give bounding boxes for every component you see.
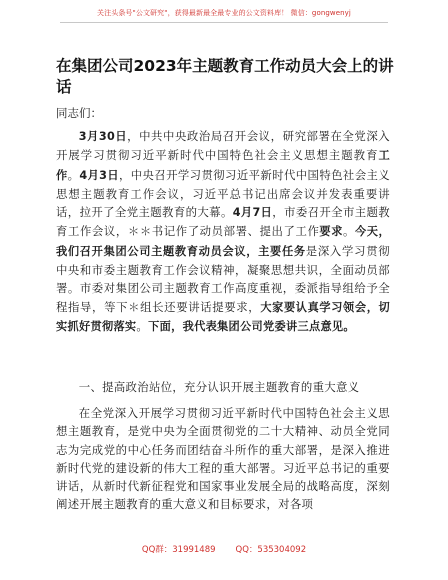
p1-text-6: 是深入学习贯彻中央和市委主题教育工作会议精神，凝聚思想共识，全面动员部署。市委对集团公司主题教育工作高度重视，委派指导组给予全程指导，等下＊组长还要讲话提要求， xyxy=(56,243,390,314)
p1-bold-2: 要求 xyxy=(319,225,343,239)
p1-text-5: 。 xyxy=(342,224,355,239)
document-title: 在集团公司2023年主题教育工作动员大会上的讲话 xyxy=(56,57,394,96)
footer-qq: QQ：535304092 xyxy=(235,545,307,555)
p1-text-1: ，中共中央政治局召开会议，研究部署在全党深入开展学习贯彻习近平新时代中国特色社会主义思想主题教育 xyxy=(56,129,390,163)
salutation: 同志们： xyxy=(56,106,102,120)
p1-bold-5: 下面，我代表集团 xyxy=(148,319,241,333)
date-3: 4月7日 xyxy=(232,206,273,220)
paragraph-2: 在全党深入开展学习贯彻习近平新时代中国特色社会主义思想主题教育，是党中央为全面贯彻党的二十大精神、动员全党同志为完成党的中心任务而团结奋斗所作的重大部署，是深入推进新时代党的建设新的伟大工程的重大部署。习近平总书记的重要讲话，从新时代新征程党和国家事业发展全局的战略高度，深刻阐述开展主题教育的重大意义和目标要求，对各项 xyxy=(56,406,390,512)
header-rule xyxy=(60,22,388,23)
p1-bold-4: 大家要认真学习领会，切实抓好贯彻落实 xyxy=(56,300,390,333)
paragraph-1 xyxy=(56,127,390,336)
p1-bold-1: 工作 xyxy=(56,149,390,182)
section-heading-1: 一、提高政治站位，充分认识开展主题教育的重大意义 xyxy=(78,380,360,394)
footer-qq-group: QQ群：31991489 xyxy=(141,545,216,555)
date-2: 4月3日 xyxy=(79,168,119,182)
date-1: 3月30日 xyxy=(78,130,128,143)
p1-bold-6: 公司党委讲三点意见。 xyxy=(240,319,355,333)
header-banner: 关注头条号"公文研究"，获得最新最全最专业的公文资料库！ 微信：gongwenyj xyxy=(97,9,351,17)
p1-text-4: ，市委召开全市主题教育工作会议，＊＊书记作了动员部署、提出了工作 xyxy=(56,205,390,239)
p1-bold-3: 今天，我们召开集团公司主题教育动员会议，主要任务 xyxy=(56,225,390,258)
p1-text-2: 。 xyxy=(67,167,80,182)
p1-text-3: ，中央召开学习贯彻习近平新时代中国特色社会主义思想主题教育工作会议，习近平总书记出席会议并发表重要讲话，拉开了全党主题教育的大幕。 xyxy=(56,167,390,220)
p1-text-7: 。 xyxy=(136,318,149,333)
footer xyxy=(0,543,448,555)
